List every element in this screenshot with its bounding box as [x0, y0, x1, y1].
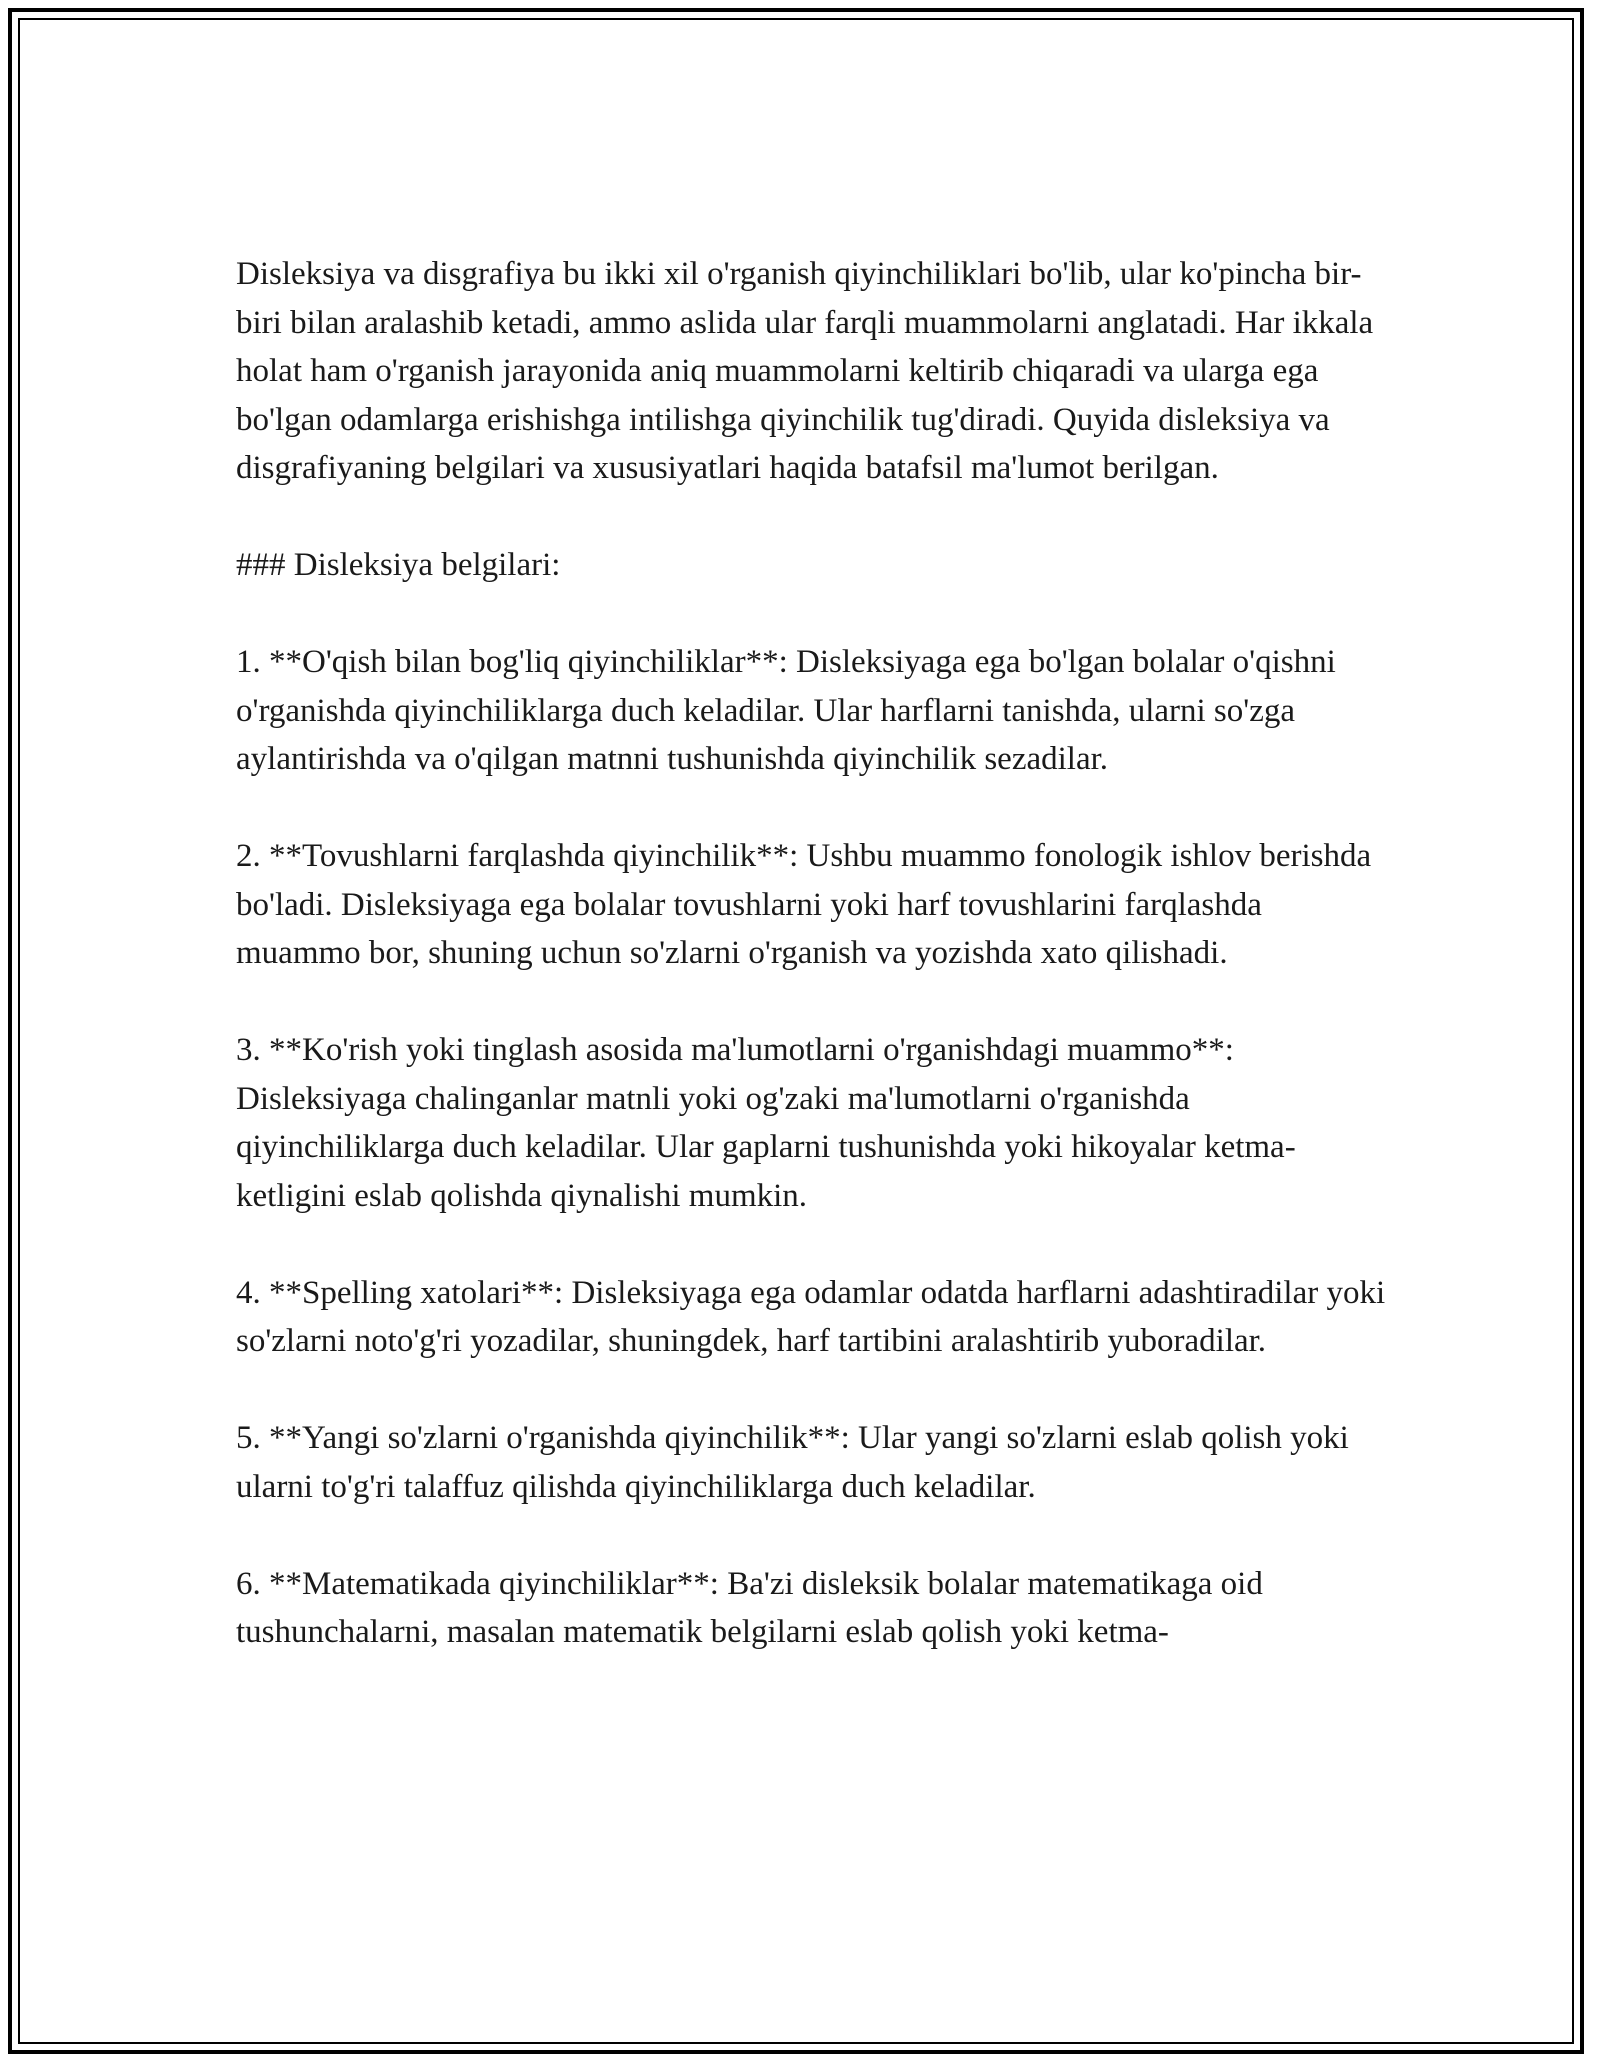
list-item-2: 2. **Tovushlarni farqlashda qiyinchilik**: Ushbu muammo fonologik ishlov berishda bo'ladi. Disleksiyaga ega bolalar tovushlarni yoki harf tovushlarini farqlashda muammo bor, shuning uchun so'zlarni o'rganish va yozishda xato qilishadi. — [236, 838, 1372, 971]
document-body — [236, 250, 1386, 1657]
list-item-5: 5. **Yangi so'zlarni o'rganishda qiyinchilik**: Ular yangi so'zlarni eslab qolish yoki ularni to'g'ri talaffuz qilishda qiyinchiliklarga duch keladilar. — [236, 1420, 1349, 1505]
list-item-1: 1. **O'qish bilan bog'liq qiyinchiliklar**: Disleksiyaga ega bo'lgan bolalar o'qishni o'rganishda qiyinchiliklarga duch keladilar. Ular harflarni tanishda, ularni so'zga aylantirishda va o'qilgan matnni tushunishda qiyinchilik sezadilar. — [236, 644, 1336, 777]
list-item-3: 3. **Ko'rish yoki tinglash asosida ma'lumotlarni o'rganishdagi muammo**: Disleksiyaga chalinganlar matnli yoki og'zaki ma'lumotlarni o'rganishda qiyinchiliklarga duch keladilar. Ular gaplarni tushunishda yoki hikoyalar ketma-ketligini eslab qolishda qiynalishi mumkin. — [236, 1032, 1296, 1214]
list-item-4: 4. **Spelling xatolari**: Disleksiyaga ega odamlar odatda harflarni adashtiradilar yoki so'zlarni noto'g'ri yozadilar, shuningdek, harf tartibini aralashtirib yuboradilar. — [236, 1274, 1386, 1359]
section-heading-dyslexia-signs: ### Disleksiya belgilari: — [236, 547, 561, 583]
intro-paragraph: Disleksiya va disgrafiya bu ikki xil o'rganish qiyinchiliklari bo'lib, ular ko'pincha bir-biri bilan aralashib ketadi, ammo aslida ular farqli muammolarni anglatadi. Har ikkala holat ham o'rganish jarayonida aniq muammolarni keltirib chiqaradi va ularga ega bo'lgan odamlarga erishishga intilishga qiyinchilik tug'diradi. Quyida disleksiya va disgrafiyaning belgilari va xususiyatlari haqida batafsil ma'lumot berilgan. — [236, 256, 1374, 486]
list-item-6: 6. **Matematikada qiyinchiliklar**: Ba'zi disleksik bolalar matematikaga oid tushunchalarni, masalan matematik belgilarni eslab qolish yoki ketma- — [236, 1565, 1263, 1650]
